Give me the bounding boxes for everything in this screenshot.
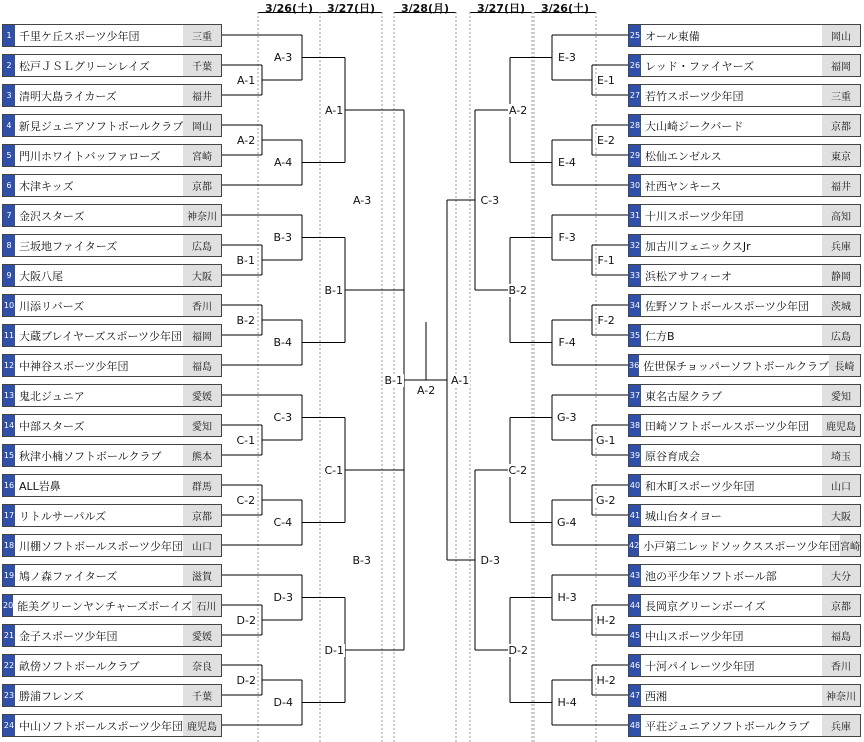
team-name: 西湘 [645,689,667,703]
team-name: 長岡京グリーンボーイズ [645,599,766,613]
team-name: 東名古屋クラブ [645,389,722,403]
date-header-right-r1: 3/26(土) [540,2,590,15]
team-name: 千里ケ丘スポーツ少年団 [19,29,140,43]
match-label: G-1 [596,433,616,447]
team-entry-left [2,324,222,347]
prefecture-label: 福島 [822,625,860,646]
prefecture-label: 福島 [183,355,221,376]
team-entry-right [628,114,861,137]
team-entry-right [628,414,861,437]
match-label: B-1 [236,253,256,267]
seed-number: 24 [3,715,15,736]
seed-number: 40 [629,475,641,496]
prefecture-label: 山口 [822,475,860,496]
prefecture-label: 福井 [822,175,860,196]
prefecture-label: 熊本 [183,445,221,466]
prefecture-label: 石川 [192,595,221,616]
prefecture-label: 岡山 [822,25,860,46]
prefecture-label: 鹿児島 [183,715,221,736]
seed-number: 2 [3,55,15,76]
team-name: 田崎ソフトボールスポーツ少年団 [645,419,810,433]
seed-number: 46 [629,655,641,676]
team-entry-right [628,714,861,737]
team-name: 能美グリーンヤンチャーズボーイズ [17,599,192,613]
team-name: 十川スポーツ少年団 [645,209,744,223]
seed-number: 8 [3,235,15,256]
seed-number: 1 [3,25,15,46]
match-label: H-3 [557,591,577,604]
team-entry-right [628,84,861,107]
team-entry-right [628,384,861,407]
match-label: A-4 [274,156,293,169]
team-entry-right [628,504,861,527]
match-label: F-2 [597,313,615,327]
seed-number: 7 [3,205,15,226]
team-name: 金子スポーツ少年団 [19,629,118,643]
prefecture-label: 岡山 [183,115,221,136]
prefecture-label: 大分 [822,565,860,586]
prefecture-label: 広島 [822,325,860,346]
team-name: リトルサーパルズ [19,509,107,523]
team-name: 中部スターズ [19,419,85,433]
team-entry-right [628,534,861,557]
team-entry-right [628,624,861,647]
seed-number: 10 [3,295,15,316]
seed-number: 47 [629,685,641,706]
match-label: D-2 [236,673,256,687]
match-label: C-2 [236,493,256,507]
team-name: 仁方B [645,329,675,343]
date-header-right-r2: 3/27(日) [476,2,526,15]
team-entry-left [2,714,222,737]
prefecture-label: 高知 [822,205,860,226]
seed-number: 19 [3,565,15,586]
prefecture-label: 福井 [183,85,221,106]
team-name: 城山台タイヨー [645,509,722,523]
seed-number: 34 [629,295,641,316]
prefecture-label: 静岡 [822,265,860,286]
seed-number: 4 [3,115,15,136]
match-label: C-1 [324,463,344,477]
team-entry-right [628,354,861,377]
team-entry-right [628,654,861,677]
prefecture-label: 神奈川 [822,685,860,706]
match-label: H-2 [596,673,616,687]
team-name: 清明大島ライカーズ [19,89,117,103]
seed-number: 16 [3,475,15,496]
match-label: F-3 [558,231,576,244]
match-label: D-4 [273,696,293,709]
seed-number: 13 [3,385,15,406]
team-name: 加古川フェニックスJr [645,239,751,253]
prefecture-label: 京都 [822,595,860,616]
team-name: オール東備 [645,29,700,43]
match-label: B-3 [273,231,293,244]
prefecture-label: 香川 [183,295,221,316]
seed-number: 44 [629,595,641,616]
team-entry-right [628,264,861,287]
team-entry-right [628,204,861,227]
prefecture-label: 長崎 [829,355,860,376]
match-label: G-4 [557,516,577,529]
prefecture-label: 京都 [822,115,860,136]
seed-number: 23 [3,685,15,706]
seed-number: 31 [629,205,641,226]
prefecture-label: 愛知 [183,415,221,436]
team-name: 池の平少年ソフトボール部 [645,569,777,583]
team-entry-right [628,564,861,587]
team-name: 三坂地ファイターズ [19,239,118,253]
team-name: 若竹スポーツ少年団 [645,89,744,103]
seed-number: 20 [3,595,13,616]
prefecture-label: 宮崎 [183,145,221,166]
prefecture-label: 群馬 [183,475,221,496]
team-name: 新見ジュニアソフトボールクラブ [18,119,184,133]
match-label: D-3 [273,591,293,604]
team-entry-right [628,474,861,497]
prefecture-label: 愛媛 [183,625,221,646]
match-label: D-2 [236,613,256,627]
team-entry-left [2,654,222,677]
team-name: 中神谷スポーツ少年団 [19,359,129,373]
seed-number: 41 [629,505,641,526]
team-name: 平荘ジュニアソフトボールクラブ [645,719,810,733]
seed-number: 26 [629,55,641,76]
team-entry-left [2,504,222,527]
prefecture-label: 広島 [183,235,221,256]
match-label: F-1 [597,253,615,267]
team-name: 金沢スターズ [19,209,85,223]
team-name: 佐世保チョッパーソフトボールクラブ [643,359,829,373]
seed-number: 11 [3,325,15,346]
match-label: H-4 [557,696,577,709]
prefecture-label: 鹿児島 [822,415,860,436]
team-name: 木津キッズ [19,179,74,193]
team-entry-left [2,264,222,287]
team-entry-right [628,144,861,167]
match-label: A-2 [509,103,528,117]
team-entry-left [2,414,222,437]
seed-number: 33 [629,265,641,286]
prefecture-label: 茨城 [822,295,860,316]
team-name: 勝浦フレンズ [19,689,84,703]
match-label: A-3 [353,193,372,207]
seed-number: 43 [629,565,641,586]
team-entry-left [2,684,222,707]
date-header-final: 3/28(月) [400,2,450,15]
match-label: H-2 [596,613,616,627]
seed-number: 12 [3,355,15,376]
team-entry-right [628,294,861,317]
team-entry-left [2,144,222,167]
team-name: 浜松アサフィーオ [645,269,732,283]
seed-number: 35 [629,325,641,346]
team-entry-right [628,444,861,467]
seed-number: 18 [3,535,15,556]
match-label: A-1 [325,103,344,117]
prefecture-label: 東京 [822,145,860,166]
seed-number: 30 [629,175,641,196]
match-label: B-2 [508,283,528,297]
seed-number: 29 [629,145,641,166]
match-label: B-1 [384,373,404,387]
match-label: G-3 [557,411,577,424]
seed-number: 6 [3,175,15,196]
team-name: 松仙エンゼルス [645,149,722,163]
team-name: 畝傍ソフトボールクラブ [19,659,140,673]
seed-number: 3 [3,85,15,106]
prefecture-label: 京都 [183,175,221,196]
team-entry-left [2,204,222,227]
team-name: 松戸ＪＳＬグリーンレイズ [19,59,150,73]
seed-number: 15 [3,445,15,466]
team-entry-right [628,54,861,77]
match-label: E-4 [558,156,576,169]
team-entry-left [2,354,222,377]
team-name: 鬼北ジュニア [19,389,85,403]
prefecture-label: 埼玉 [822,445,860,466]
team-name: 中山ソフトボールスポーツ少年団 [19,719,184,733]
team-name: 中山スポーツ少年団 [645,629,744,643]
prefecture-label: 宮崎 [840,535,860,556]
match-label: A-2 [237,133,256,147]
team-name: ALL岩鼻 [19,479,61,493]
seed-number: 28 [629,115,641,136]
date-header-left-r2: 3/27(日) [326,2,376,15]
team-entry-right [628,24,861,47]
match-label: E-3 [558,51,576,64]
team-entry-left [2,114,222,137]
seed-number: 36 [629,355,639,376]
match-label: C-2 [508,463,528,477]
match-label: B-1 [324,283,344,297]
team-entry-right [628,324,861,347]
match-label: C-3 [480,193,500,207]
team-entry-left [2,294,222,317]
team-name: 小戸第二レッドソックススポーツ少年団 [643,539,840,553]
match-label: A-1 [451,373,470,387]
seed-number: 39 [629,445,641,466]
seed-number: 42 [629,535,639,556]
team-entry-left [2,444,222,467]
prefecture-label: 兵庫 [822,715,860,736]
prefecture-label: 三重 [183,25,221,46]
team-name: 大山崎ジークバード [645,119,744,133]
prefecture-label: 大阪 [822,505,860,526]
seed-number: 27 [629,85,641,106]
seed-number: 14 [3,415,15,436]
team-entry-right [628,174,861,197]
date-header-left-r1: 3/26(土) [264,2,314,15]
match-label: A-1 [237,73,256,87]
team-entry-right [628,684,861,707]
team-name: 社西ヤンキース [645,179,722,193]
prefecture-label: 千葉 [183,55,221,76]
prefecture-label: 香川 [822,655,860,676]
match-label: G-2 [596,493,616,507]
prefecture-label: 三重 [822,85,860,106]
match-label: C-3 [273,411,293,424]
seed-number: 22 [3,655,15,676]
team-entry-left [2,174,222,197]
prefecture-label: 愛知 [822,385,860,406]
team-entry-left [2,594,222,617]
prefecture-label: 神奈川 [183,205,221,226]
team-name: 秋津小楠ソフトボールクラブ [19,449,162,463]
prefecture-label: 兵庫 [822,235,860,256]
match-label: B-3 [352,553,372,567]
team-entry-left [2,24,222,47]
team-name: 大阪八尾 [19,269,63,283]
team-name: 川添リバーズ [19,299,85,313]
match-label: C-4 [273,516,293,529]
match-label: D-1 [324,643,344,657]
team-entry-right [628,234,861,257]
match-label: D-3 [480,553,500,567]
seed-number: 38 [629,415,641,436]
prefecture-label: 山口 [183,535,221,556]
team-name: 門川ホワイトバッファローズ [19,149,161,163]
match-label: E-2 [597,133,615,147]
team-name: 佐野ソフトボールスポーツ少年団 [645,299,810,313]
prefecture-label: 福岡 [183,325,221,346]
team-entry-left [2,624,222,647]
team-entry-right [628,594,861,617]
match-label: C-1 [236,433,256,447]
team-name: レッド・ファイヤーズ [645,59,755,73]
team-entry-left [2,534,222,557]
match-label: A-3 [274,51,293,64]
prefecture-label: 京都 [183,505,221,526]
team-name: 十河パイレーツ少年団 [645,659,755,673]
team-entry-left [2,474,222,497]
team-name: 原谷育成会 [645,449,700,463]
seed-number: 5 [3,145,15,166]
prefecture-label: 大阪 [183,265,221,286]
prefecture-label: 愛媛 [183,385,221,406]
seed-number: 25 [629,25,641,46]
seed-number: 37 [629,385,641,406]
team-name: 鳩ノ森ファイターズ [19,569,118,583]
team-name: 大蔵ブレイヤーズスポーツ少年団 [19,329,183,343]
prefecture-label: 奈良 [183,655,221,676]
team-name: 川棚ソフトボールスポーツ少年団 [19,539,184,553]
team-entry-left [2,54,222,77]
seed-number: 45 [629,625,641,646]
prefecture-label: 千葉 [183,685,221,706]
seed-number: 32 [629,235,641,256]
match-label: E-1 [597,73,615,87]
match-label: B-2 [236,313,256,327]
team-entry-left [2,84,222,107]
match-label: B-4 [273,336,293,349]
seed-number: 48 [629,715,641,736]
team-entry-left [2,234,222,257]
match-label: D-2 [508,643,528,657]
match-label: F-4 [558,336,576,349]
final-match-label: A-2 [417,383,436,397]
team-name: 和木町スポーツ少年団 [645,479,755,493]
seed-number: 21 [3,625,15,646]
seed-number: 9 [3,265,15,286]
seed-number: 17 [3,505,15,526]
team-entry-left [2,384,222,407]
prefecture-label: 滋賀 [183,565,221,586]
team-entry-left [2,564,222,587]
prefecture-label: 福岡 [822,55,860,76]
